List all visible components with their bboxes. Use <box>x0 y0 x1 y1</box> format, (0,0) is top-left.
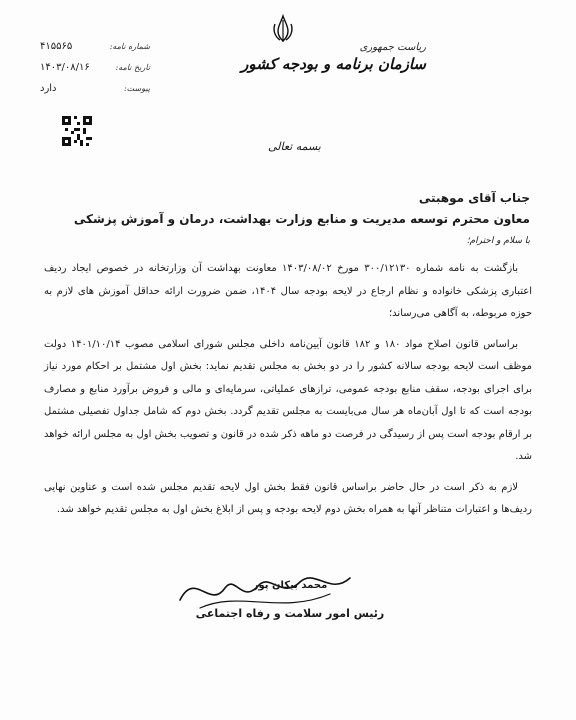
recipient-block <box>74 188 530 230</box>
org-subtitle: ریاست جمهوری <box>359 42 426 53</box>
qr-code-icon <box>62 116 92 146</box>
attachment-value: دارد <box>40 83 57 94</box>
org-header <box>241 42 426 73</box>
basmala: بسمه تعالی <box>268 140 321 153</box>
recipient-name: جناب آقای موهبتی <box>418 191 530 205</box>
signer-name: محمد بیکان پور <box>252 580 328 591</box>
letter-meta <box>40 36 150 99</box>
body-paragraph-2: براساس قانون اصلاح مواد ۱۸۰ و ۱۸۲ قانون آیین‌نامه داخلی مجلس شورای اسلامی مصوب ۱۴۰۱/۱۰/۱۴ دولت موظف است لایحه بودجه سالانه کشور را در دو بخش به مجلس تقدیم نماید: بخش اول مشتمل بر احکام مورد نیاز برای اجرای بودجه، سقف منابع بودجه عمومی، ترازهای عملیاتی، سرمایه‌ای و مالی و فروض برآورد منابع و مصارف بودجه است که تا اول آبان‌ماه هر سال می‌بایست به مجلس تقدیم گردد. بخش دوم که شامل جداول تفصیلی مشتمل بر ارقام بودجه است پس از رسیدگی در فرصت دو ماهه ذکر شده در قانون و تصویب بخش اول به مجلس ارائه خواهد شد. <box>44 338 532 462</box>
emblem-icon <box>270 14 296 44</box>
signer-block <box>190 580 390 620</box>
letter-date: ۱۴۰۳/۰۸/۱۶ <box>40 62 90 73</box>
body-paragraph-1: بازگشت به نامه شماره ۳۰۰/۱۲۱۳۰ مورخ ۱۴۰۳/۰۸/۰۲ معاونت بهداشت آن وزارتخانه در خصوص ایجاد ردیف اعتباری پزشکی خانواده و نظام ارجاع در لایحه بودجه سال ۱۴۰۴، ضمن ضرورت ارائه حداقل آموزش های لازم به حوزه مربوطه، به آگاهی می‌رساند؛ <box>44 263 532 319</box>
greeting: با سلام و احترام؛ <box>466 236 530 246</box>
letter-body <box>44 258 532 530</box>
recipient-title: معاون محترم توسعه مدیریت و منابع وزارت بهداشت، درمان و آموزش پزشکی <box>73 212 530 226</box>
body-paragraph-3: لازم به ذکر است در حال حاضر براساس قانون فقط بخش اول لایحه تقدیم مجلس شده است و عناوین نهایی ردیف‌ها و اعتبارات متناظر آنها به همراه بخش دوم لایحه بودجه و پس از ابلاغ بخش اول به مجلس تقدیم خواهد شد. <box>44 481 532 515</box>
org-name: سازمان برنامه و بودجه کشور <box>241 55 426 73</box>
date-label: تاریخ نامه: <box>115 63 150 72</box>
meta-attachment-row <box>40 78 150 99</box>
letter-number: ۴۱۵۵۶۵ <box>40 41 73 52</box>
signer-title: رئیس امور سلامت و رفاه اجتماعی <box>195 607 385 620</box>
attachment-label: پیوست: <box>123 84 150 93</box>
meta-date-row <box>40 57 150 78</box>
number-label: شماره نامه: <box>109 42 150 51</box>
meta-number-row <box>40 36 150 57</box>
